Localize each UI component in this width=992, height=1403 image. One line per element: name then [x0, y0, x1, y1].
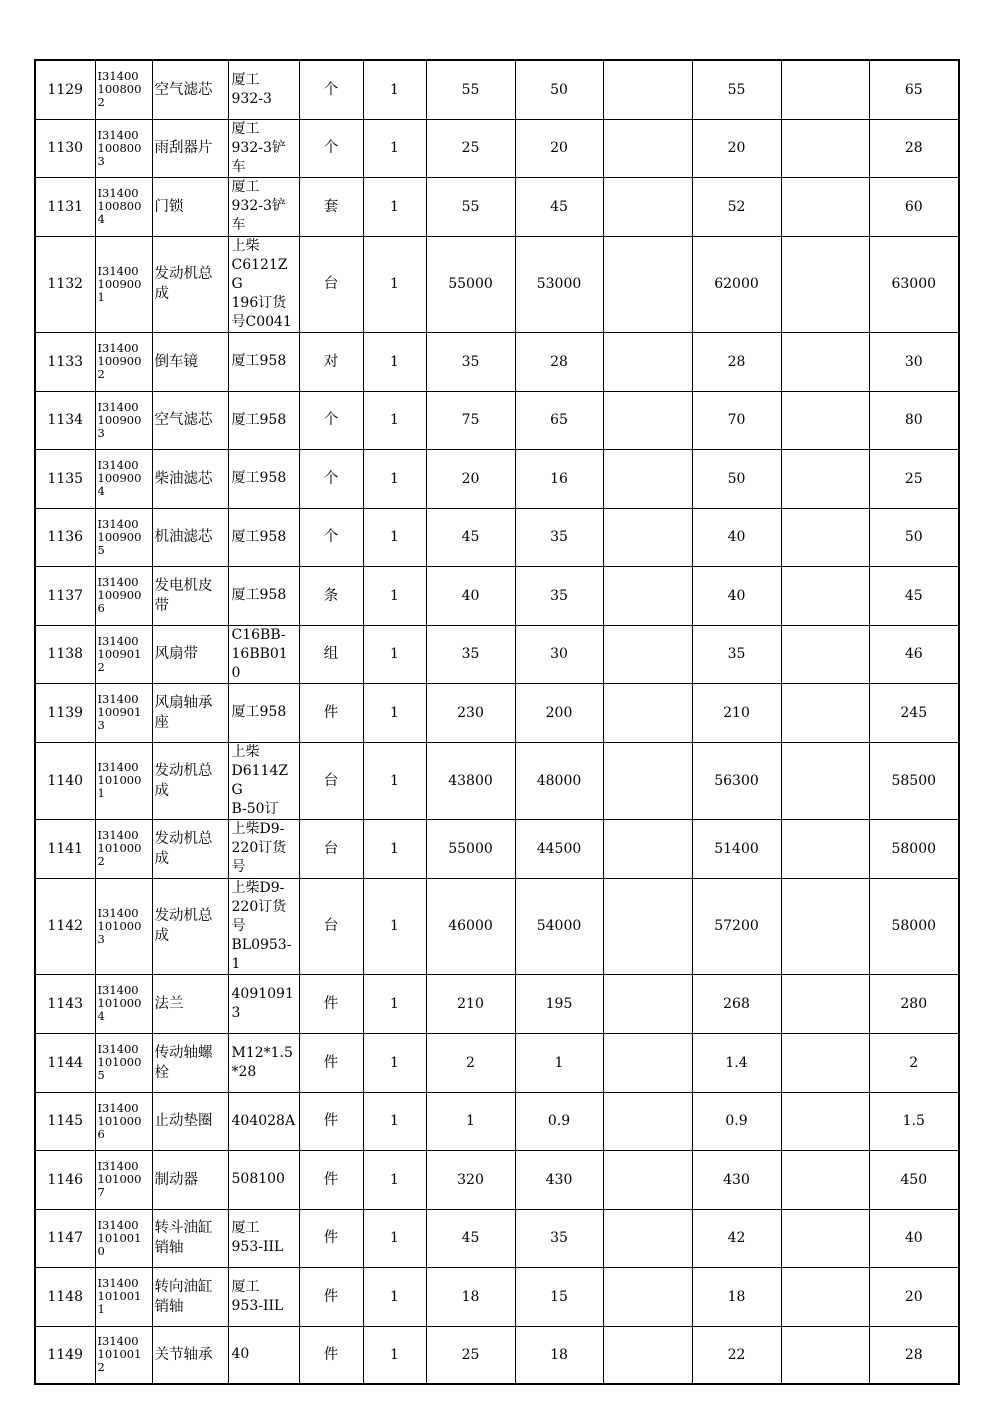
- price-col-5: [781, 332, 869, 391]
- price-col-1: 55000: [426, 819, 515, 878]
- item-code: I31400 101000 6: [95, 1092, 152, 1150]
- price-col-1: 230: [426, 683, 515, 742]
- price-col-3: [603, 391, 692, 449]
- price-col-2: 16: [515, 449, 603, 508]
- price-col-1: 55: [426, 60, 515, 119]
- item-code: I31400 100800 3: [95, 119, 152, 177]
- item-code: I31400 100800 4: [95, 177, 152, 236]
- item-quantity: 1: [363, 236, 426, 332]
- table-row: [35, 974, 959, 1033]
- item-quantity: 1: [363, 332, 426, 391]
- item-quantity: 1: [363, 625, 426, 683]
- price-col-6: 25: [869, 449, 959, 508]
- price-col-4: 210: [692, 683, 781, 742]
- price-col-5: [781, 1326, 869, 1384]
- price-col-3: [603, 974, 692, 1033]
- price-col-2: 48000: [515, 742, 603, 819]
- price-col-6: 80: [869, 391, 959, 449]
- price-col-4: 70: [692, 391, 781, 449]
- price-col-5: [781, 974, 869, 1033]
- price-col-1: 210: [426, 974, 515, 1033]
- price-col-1: 46000: [426, 878, 515, 974]
- price-table-sheet: [34, 59, 958, 1385]
- price-col-4: 40: [692, 508, 781, 566]
- price-col-4: 55: [692, 60, 781, 119]
- price-col-3: [603, 1326, 692, 1384]
- item-unit: 套: [299, 177, 363, 236]
- table-row: [35, 1092, 959, 1150]
- item-code: I31400 100800 2: [95, 60, 152, 119]
- price-col-5: [781, 625, 869, 683]
- price-col-3: [603, 1209, 692, 1267]
- price-col-6: 65: [869, 60, 959, 119]
- item-unit: 件: [299, 1326, 363, 1384]
- row-number: 1147: [35, 1209, 95, 1267]
- item-unit: 件: [299, 974, 363, 1033]
- price-col-5: [781, 508, 869, 566]
- row-number: 1129: [35, 60, 95, 119]
- item-spec: 404028A: [228, 1092, 299, 1150]
- item-quantity: 1: [363, 974, 426, 1033]
- price-col-2: 35: [515, 508, 603, 566]
- price-col-4: 268: [692, 974, 781, 1033]
- price-col-2: 54000: [515, 878, 603, 974]
- price-col-6: 45: [869, 566, 959, 625]
- price-col-3: [603, 177, 692, 236]
- item-spec: 上柴 C6121ZG 196订货 号C0041: [228, 236, 299, 332]
- price-col-4: 42: [692, 1209, 781, 1267]
- price-col-4: 50: [692, 449, 781, 508]
- price-col-5: [781, 566, 869, 625]
- price-col-3: [603, 332, 692, 391]
- price-col-4: 62000: [692, 236, 781, 332]
- price-col-6: 450: [869, 1150, 959, 1209]
- price-col-2: 45: [515, 177, 603, 236]
- item-code: I31400 101000 7: [95, 1150, 152, 1209]
- row-number: 1134: [35, 391, 95, 449]
- price-col-6: 280: [869, 974, 959, 1033]
- table-body: [35, 60, 959, 1384]
- item-code: I31400 100900 3: [95, 391, 152, 449]
- price-col-3: [603, 566, 692, 625]
- item-name: 雨刮器片: [152, 119, 228, 177]
- price-col-6: 40: [869, 1209, 959, 1267]
- price-col-4: 35: [692, 625, 781, 683]
- item-unit: 对: [299, 332, 363, 391]
- item-spec: 厦工958: [228, 683, 299, 742]
- item-name: 发电机皮 带: [152, 566, 228, 625]
- item-quantity: 1: [363, 508, 426, 566]
- row-number: 1149: [35, 1326, 95, 1384]
- item-quantity: 1: [363, 1150, 426, 1209]
- price-col-4: 52: [692, 177, 781, 236]
- price-col-1: 25: [426, 1326, 515, 1384]
- price-col-4: 28: [692, 332, 781, 391]
- item-quantity: 1: [363, 1209, 426, 1267]
- price-col-5: [781, 819, 869, 878]
- price-col-6: 20: [869, 1267, 959, 1326]
- price-col-6: 58500: [869, 742, 959, 819]
- row-number: 1135: [35, 449, 95, 508]
- item-unit: 件: [299, 1267, 363, 1326]
- price-col-5: [781, 1150, 869, 1209]
- price-col-1: 35: [426, 332, 515, 391]
- price-col-4: 51400: [692, 819, 781, 878]
- item-code: I31400 100900 2: [95, 332, 152, 391]
- price-col-6: 30: [869, 332, 959, 391]
- item-spec: 508100: [228, 1150, 299, 1209]
- price-col-1: 18: [426, 1267, 515, 1326]
- price-col-1: 20: [426, 449, 515, 508]
- table-row: [35, 742, 959, 819]
- price-col-2: 195: [515, 974, 603, 1033]
- row-number: 1141: [35, 819, 95, 878]
- item-unit: 台: [299, 878, 363, 974]
- item-code: I31400 100900 4: [95, 449, 152, 508]
- item-name: 空气滤芯: [152, 60, 228, 119]
- item-name: 转斗油缸 销轴: [152, 1209, 228, 1267]
- item-spec: M12*1.5 *28: [228, 1033, 299, 1092]
- price-col-5: [781, 1267, 869, 1326]
- item-unit: 件: [299, 1092, 363, 1150]
- item-code: I31400 101001 2: [95, 1326, 152, 1384]
- price-col-5: [781, 391, 869, 449]
- price-col-3: [603, 683, 692, 742]
- item-unit: 件: [299, 683, 363, 742]
- price-col-1: 45: [426, 1209, 515, 1267]
- table-row: [35, 1267, 959, 1326]
- table-row: [35, 508, 959, 566]
- table-row: [35, 1033, 959, 1092]
- row-number: 1131: [35, 177, 95, 236]
- item-spec: 厦工958: [228, 508, 299, 566]
- price-col-1: 45: [426, 508, 515, 566]
- price-col-6: 50: [869, 508, 959, 566]
- row-number: 1137: [35, 566, 95, 625]
- item-spec: 厦工958: [228, 391, 299, 449]
- price-col-2: 35: [515, 566, 603, 625]
- price-col-1: 2: [426, 1033, 515, 1092]
- item-code: I31400 100900 5: [95, 508, 152, 566]
- price-col-2: 35: [515, 1209, 603, 1267]
- price-col-2: 20: [515, 119, 603, 177]
- price-col-5: [781, 60, 869, 119]
- row-number: 1145: [35, 1092, 95, 1150]
- item-spec: 厦工 932-3: [228, 60, 299, 119]
- item-name: 法兰: [152, 974, 228, 1033]
- item-unit: 件: [299, 1209, 363, 1267]
- item-name: 门锁: [152, 177, 228, 236]
- row-number: 1136: [35, 508, 95, 566]
- table-row: [35, 449, 959, 508]
- item-quantity: 1: [363, 819, 426, 878]
- price-col-2: 1: [515, 1033, 603, 1092]
- table-row: [35, 1209, 959, 1267]
- price-col-6: 63000: [869, 236, 959, 332]
- price-col-3: [603, 625, 692, 683]
- item-spec: 厦工 932-3铲 车: [228, 177, 299, 236]
- table-row: [35, 236, 959, 332]
- row-number: 1139: [35, 683, 95, 742]
- price-col-2: 28: [515, 332, 603, 391]
- item-name: 止动垫圈: [152, 1092, 228, 1150]
- price-col-1: 43800: [426, 742, 515, 819]
- table-row: [35, 819, 959, 878]
- price-col-3: [603, 1267, 692, 1326]
- item-code: I31400 101000 3: [95, 878, 152, 974]
- item-unit: 个: [299, 391, 363, 449]
- table-row: [35, 177, 959, 236]
- item-unit: 个: [299, 60, 363, 119]
- item-quantity: 1: [363, 1092, 426, 1150]
- item-quantity: 1: [363, 1267, 426, 1326]
- row-number: 1144: [35, 1033, 95, 1092]
- row-number: 1130: [35, 119, 95, 177]
- price-col-2: 44500: [515, 819, 603, 878]
- price-col-2: 200: [515, 683, 603, 742]
- item-unit: 件: [299, 1033, 363, 1092]
- item-name: 转向油缸 销轴: [152, 1267, 228, 1326]
- item-name: 倒车镜: [152, 332, 228, 391]
- price-col-5: [781, 1092, 869, 1150]
- price-col-6: 28: [869, 119, 959, 177]
- price-col-5: [781, 119, 869, 177]
- item-unit: 件: [299, 1150, 363, 1209]
- price-col-5: [781, 1209, 869, 1267]
- item-name: 风扇带: [152, 625, 228, 683]
- price-col-3: [603, 60, 692, 119]
- item-name: 发动机总 成: [152, 742, 228, 819]
- price-col-2: 30: [515, 625, 603, 683]
- price-col-4: 1.4: [692, 1033, 781, 1092]
- price-col-6: 60: [869, 177, 959, 236]
- item-code: I31400 101000 2: [95, 819, 152, 878]
- item-name: 制动器: [152, 1150, 228, 1209]
- item-spec: 40: [228, 1326, 299, 1384]
- table-row: [35, 391, 959, 449]
- item-spec: 厦工958: [228, 332, 299, 391]
- item-quantity: 1: [363, 742, 426, 819]
- row-number: 1146: [35, 1150, 95, 1209]
- item-name: 柴油滤芯: [152, 449, 228, 508]
- price-col-2: 65: [515, 391, 603, 449]
- item-quantity: 1: [363, 566, 426, 625]
- item-quantity: 1: [363, 683, 426, 742]
- item-quantity: 1: [363, 449, 426, 508]
- item-name: 发动机总 成: [152, 236, 228, 332]
- price-col-1: 1: [426, 1092, 515, 1150]
- row-number: 1140: [35, 742, 95, 819]
- price-col-3: [603, 119, 692, 177]
- price-col-3: [603, 1092, 692, 1150]
- table-row: [35, 60, 959, 119]
- price-col-5: [781, 878, 869, 974]
- item-name: 关节轴承: [152, 1326, 228, 1384]
- price-col-4: 40: [692, 566, 781, 625]
- item-spec: C16BB- 16BB010: [228, 625, 299, 683]
- item-code: I31400 100901 3: [95, 683, 152, 742]
- item-spec: 厦工958: [228, 566, 299, 625]
- item-quantity: 1: [363, 119, 426, 177]
- item-code: I31400 100900 1: [95, 236, 152, 332]
- price-col-5: [781, 177, 869, 236]
- item-unit: 个: [299, 449, 363, 508]
- price-col-3: [603, 742, 692, 819]
- price-col-2: 18: [515, 1326, 603, 1384]
- row-number: 1138: [35, 625, 95, 683]
- price-col-1: 320: [426, 1150, 515, 1209]
- item-spec: 上柴D9- 220订货 号: [228, 819, 299, 878]
- item-code: I31400 101000 1: [95, 742, 152, 819]
- price-col-5: [781, 683, 869, 742]
- price-col-4: 0.9: [692, 1092, 781, 1150]
- price-col-5: [781, 449, 869, 508]
- price-col-4: 20: [692, 119, 781, 177]
- item-code: I31400 100901 2: [95, 625, 152, 683]
- item-name: 机油滤芯: [152, 508, 228, 566]
- price-col-4: 18: [692, 1267, 781, 1326]
- item-quantity: 1: [363, 1033, 426, 1092]
- price-col-1: 40: [426, 566, 515, 625]
- price-col-3: [603, 878, 692, 974]
- price-col-3: [603, 508, 692, 566]
- price-col-2: 0.9: [515, 1092, 603, 1150]
- price-col-6: 2: [869, 1033, 959, 1092]
- table-row: [35, 1150, 959, 1209]
- item-quantity: 1: [363, 878, 426, 974]
- item-spec: 上柴 D6114ZG B-50订: [228, 742, 299, 819]
- price-col-4: 56300: [692, 742, 781, 819]
- item-quantity: 1: [363, 1326, 426, 1384]
- price-table: [34, 59, 960, 1385]
- price-col-1: 35: [426, 625, 515, 683]
- price-col-5: [781, 742, 869, 819]
- price-col-2: 50: [515, 60, 603, 119]
- item-code: I31400 101000 4: [95, 974, 152, 1033]
- price-col-4: 430: [692, 1150, 781, 1209]
- row-number: 1143: [35, 974, 95, 1033]
- item-unit: 组: [299, 625, 363, 683]
- item-spec: 厦工 953-IIL: [228, 1209, 299, 1267]
- price-col-4: 57200: [692, 878, 781, 974]
- price-col-2: 430: [515, 1150, 603, 1209]
- item-spec: 厦工 932-3铲 车: [228, 119, 299, 177]
- price-col-3: [603, 449, 692, 508]
- item-unit: 台: [299, 742, 363, 819]
- price-col-1: 55000: [426, 236, 515, 332]
- price-col-6: 1.5: [869, 1092, 959, 1150]
- price-col-5: [781, 1033, 869, 1092]
- row-number: 1142: [35, 878, 95, 974]
- price-col-2: 53000: [515, 236, 603, 332]
- price-col-6: 28: [869, 1326, 959, 1384]
- item-unit: 台: [299, 236, 363, 332]
- item-unit: 台: [299, 819, 363, 878]
- price-col-1: 25: [426, 119, 515, 177]
- table-row: [35, 878, 959, 974]
- item-name: 风扇轴承 座: [152, 683, 228, 742]
- row-number: 1148: [35, 1267, 95, 1326]
- table-row: [35, 332, 959, 391]
- item-unit: 个: [299, 119, 363, 177]
- item-code: I31400 100900 6: [95, 566, 152, 625]
- price-col-6: 58000: [869, 878, 959, 974]
- item-name: 发动机总 成: [152, 878, 228, 974]
- price-col-1: 75: [426, 391, 515, 449]
- row-number: 1132: [35, 236, 95, 332]
- price-col-6: 58000: [869, 819, 959, 878]
- price-col-2: 15: [515, 1267, 603, 1326]
- item-unit: 个: [299, 508, 363, 566]
- item-spec: 上柴D9- 220订货 号 BL0953- 1: [228, 878, 299, 974]
- item-quantity: 1: [363, 177, 426, 236]
- row-number: 1133: [35, 332, 95, 391]
- item-unit: 条: [299, 566, 363, 625]
- price-col-6: 46: [869, 625, 959, 683]
- item-quantity: 1: [363, 60, 426, 119]
- table-row: [35, 625, 959, 683]
- price-col-5: [781, 236, 869, 332]
- item-code: I31400 101001 0: [95, 1209, 152, 1267]
- table-row: [35, 1326, 959, 1384]
- item-spec: 厦工 953-IIL: [228, 1267, 299, 1326]
- price-col-3: [603, 236, 692, 332]
- item-code: I31400 101000 5: [95, 1033, 152, 1092]
- item-spec: 4091091 3: [228, 974, 299, 1033]
- item-name: 传动轴螺 栓: [152, 1033, 228, 1092]
- price-col-6: 245: [869, 683, 959, 742]
- table-row: [35, 683, 959, 742]
- price-col-3: [603, 819, 692, 878]
- table-row: [35, 566, 959, 625]
- price-col-3: [603, 1150, 692, 1209]
- price-col-3: [603, 1033, 692, 1092]
- item-quantity: 1: [363, 391, 426, 449]
- item-code: I31400 101001 1: [95, 1267, 152, 1326]
- table-row: [35, 119, 959, 177]
- price-col-1: 55: [426, 177, 515, 236]
- price-col-4: 22: [692, 1326, 781, 1384]
- item-name: 发动机总 成: [152, 819, 228, 878]
- item-name: 空气滤芯: [152, 391, 228, 449]
- item-spec: 厦工958: [228, 449, 299, 508]
